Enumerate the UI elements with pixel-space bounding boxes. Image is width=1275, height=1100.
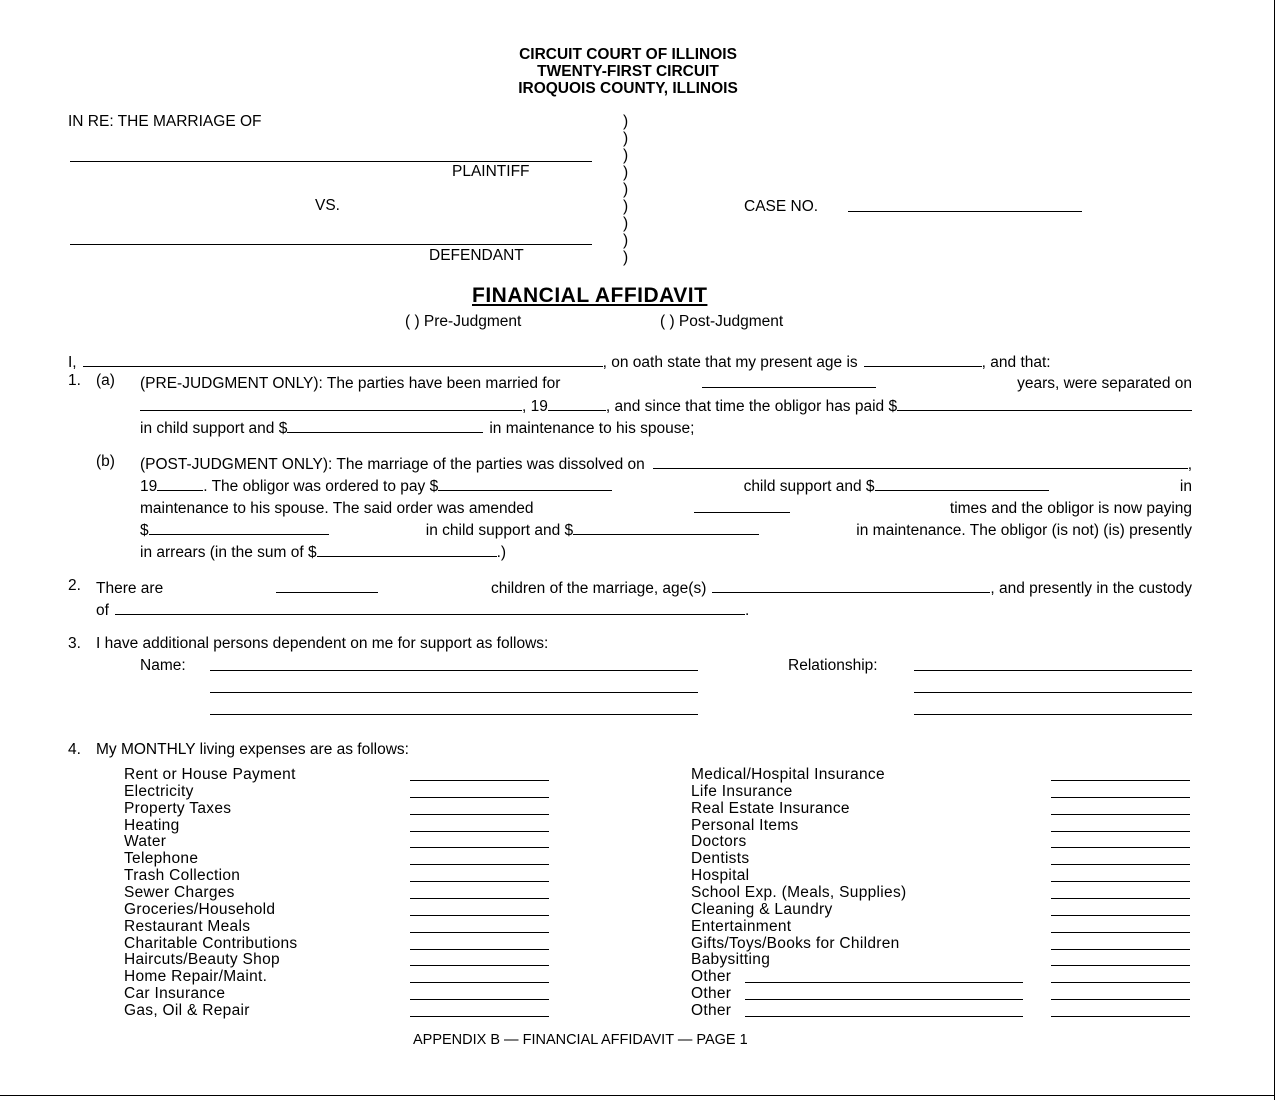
times-amended-field[interactable] bbox=[694, 498, 790, 513]
expense-label: Restaurant Meals bbox=[124, 917, 251, 935]
age-field[interactable] bbox=[864, 352, 982, 367]
expense-label: Trash Collection bbox=[124, 867, 241, 885]
expense-amount-field[interactable] bbox=[410, 965, 549, 966]
expense-label: Car Insurance bbox=[124, 985, 226, 1003]
item-1b-line-2: 19 . The obligor was ordered to pay $ child support and $ in bbox=[140, 478, 1192, 495]
expense-label: Haircuts/Beauty Shop bbox=[124, 951, 280, 969]
relationship-label: Relationship: bbox=[788, 657, 878, 674]
expense-label: Real Estate Insurance bbox=[691, 799, 850, 817]
years-married-field[interactable] bbox=[702, 373, 876, 388]
item-4-number: 4. bbox=[68, 741, 81, 758]
post-judgment-checkbox[interactable]: ( ) Post-Judgment bbox=[660, 313, 784, 330]
plaintiff-line[interactable] bbox=[70, 161, 592, 162]
expense-amount-field[interactable] bbox=[410, 797, 549, 798]
current-maintenance-field[interactable] bbox=[573, 520, 759, 535]
vs-label: VS. bbox=[315, 197, 340, 214]
form-title: FINANCIAL AFFIDAVIT bbox=[472, 284, 708, 307]
children-count-field[interactable] bbox=[276, 578, 378, 593]
ordered-child-support-field[interactable] bbox=[438, 476, 612, 491]
item-1b-line-5: in arrears (in the sum of $ .) bbox=[140, 544, 507, 561]
expense-amount-field[interactable] bbox=[1051, 797, 1190, 798]
relationship-field[interactable] bbox=[914, 670, 1192, 671]
custody-field[interactable] bbox=[115, 600, 745, 615]
expense-label: Hospital bbox=[691, 867, 750, 885]
expense-amount-field[interactable] bbox=[410, 847, 549, 848]
expense-label: School Exp. (Meals, Supplies) bbox=[691, 883, 907, 901]
expense-amount-field[interactable] bbox=[410, 831, 549, 832]
expense-amount-field[interactable] bbox=[410, 932, 549, 933]
dependent-name-field[interactable] bbox=[210, 692, 698, 693]
item-2-line-1: There are children of the marriage, age(s) , and presently in the custody bbox=[96, 580, 1192, 597]
expense-label: Home Repair/Maint. bbox=[124, 968, 268, 986]
item-2-line-2: of . bbox=[96, 602, 750, 619]
expense-label: Charitable Contributions bbox=[124, 934, 298, 952]
expense-label: Other bbox=[691, 985, 732, 1003]
expense-label: Dentists bbox=[691, 850, 750, 868]
expense-label: Medical/Hospital Insurance bbox=[691, 766, 885, 783]
relationship-field[interactable] bbox=[914, 714, 1192, 715]
expense-label: Property Taxes bbox=[124, 799, 232, 817]
other-description-field[interactable] bbox=[745, 982, 1023, 983]
expense-label: Gas, Oil & Repair bbox=[124, 1001, 250, 1019]
expense-label: Rent or House Payment bbox=[124, 766, 296, 783]
separation-date-field[interactable] bbox=[140, 396, 522, 411]
amount-paid-field[interactable] bbox=[897, 396, 1192, 411]
item-1b-line-3: maintenance to his spouse. The said order was amended times and the obligor is now paying bbox=[140, 500, 1193, 517]
expense-label: Babysitting bbox=[691, 951, 771, 969]
circuit-name: TWENTY-FIRST CIRCUIT bbox=[537, 63, 719, 80]
in-re-label: IN RE: THE MARRIAGE OF bbox=[68, 113, 262, 130]
item-1a-label: (a) bbox=[96, 372, 115, 389]
expense-label: Life Insurance bbox=[691, 782, 793, 800]
expense-label: Electricity bbox=[124, 782, 194, 800]
page-footer: APPENDIX B — FINANCIAL AFFIDAVIT — PAGE 1 bbox=[413, 1032, 748, 1048]
expense-amount-field[interactable] bbox=[410, 1016, 549, 1017]
expense-label: Sewer Charges bbox=[124, 883, 235, 901]
item-3-number: 3. bbox=[68, 635, 81, 652]
expense-amount-field[interactable] bbox=[1051, 831, 1190, 832]
ordered-maintenance-field[interactable] bbox=[875, 476, 1049, 491]
expense-amount-field[interactable] bbox=[1051, 1016, 1190, 1017]
defendant-label: DEFENDANT bbox=[429, 247, 524, 264]
expense-label: Gifts/Toys/Books for Children bbox=[691, 934, 900, 952]
item-1a-line-1: (PRE-JUDGMENT ONLY): The parties have been married for years, were separated on bbox=[140, 375, 1192, 392]
expense-label: Heating bbox=[124, 816, 180, 834]
expense-amount-field[interactable] bbox=[1051, 999, 1190, 1000]
expense-label: Personal Items bbox=[691, 816, 799, 834]
page-bottom-border bbox=[0, 1095, 1275, 1096]
expense-amount-field[interactable] bbox=[410, 814, 549, 815]
expense-amount-field[interactable] bbox=[410, 864, 549, 865]
plaintiff-label: PLAINTIFF bbox=[452, 163, 530, 180]
item-1a-line-2: , 19 , and since that time the obligor has paid $ bbox=[140, 396, 1192, 415]
expense-label: Cleaning & Laundry bbox=[691, 900, 833, 918]
expense-amount-field[interactable] bbox=[410, 898, 549, 899]
item-1b-line-4: $ in child support and $ in maintenance. The obligor (is not) (is) presently bbox=[140, 522, 1192, 539]
court-name: CIRCUIT COURT OF ILLINOIS bbox=[519, 46, 737, 63]
expense-label: Entertainment bbox=[691, 917, 792, 935]
expense-amount-field[interactable] bbox=[410, 881, 549, 882]
item-4-text: My MONTHLY living expenses are as follows: bbox=[96, 741, 409, 758]
arrears-amount-field[interactable] bbox=[317, 542, 497, 557]
item-1-number: 1. bbox=[68, 372, 81, 389]
case-no-label: CASE NO. bbox=[744, 198, 819, 215]
expense-label: Groceries/Household bbox=[124, 900, 276, 918]
affiant-name-field[interactable] bbox=[83, 352, 603, 367]
expense-label: Doctors bbox=[691, 833, 747, 851]
expense-label: Other bbox=[691, 968, 732, 986]
current-child-support-field[interactable] bbox=[149, 520, 329, 535]
expense-amount-field[interactable] bbox=[1051, 847, 1190, 848]
item-2-number: 2. bbox=[68, 577, 81, 594]
item-1b-label: (b) bbox=[96, 453, 115, 470]
item-3-text: I have additional persons dependent on me for support as follows: bbox=[96, 635, 549, 652]
expense-amount-field[interactable] bbox=[1051, 898, 1190, 899]
expense-amount-field[interactable] bbox=[410, 780, 549, 781]
oath-line: I, , on oath state that my present age is , and that: bbox=[68, 354, 1051, 371]
expense-amount-field[interactable] bbox=[410, 915, 549, 916]
expense-amount-field[interactable] bbox=[1051, 915, 1190, 916]
pre-judgment-checkbox[interactable]: ( ) Pre-Judgment bbox=[405, 313, 522, 330]
other-description-field[interactable] bbox=[745, 999, 1023, 1000]
expense-amount-field[interactable] bbox=[1051, 814, 1190, 815]
dissolution-year-field[interactable] bbox=[157, 476, 203, 491]
defendant-line[interactable] bbox=[70, 244, 592, 245]
item-1a-line-3: in child support and $ in maintenance to his spouse; bbox=[140, 420, 695, 437]
expense-amount-field[interactable] bbox=[1051, 932, 1190, 933]
dependent-name-field[interactable] bbox=[210, 714, 698, 715]
expense-label: Other bbox=[691, 1001, 732, 1019]
expense-amount-field[interactable] bbox=[410, 949, 549, 950]
separation-year-field[interactable] bbox=[548, 396, 606, 411]
dissolution-date-field[interactable] bbox=[653, 454, 1188, 469]
expense-amount-field[interactable] bbox=[1051, 982, 1190, 983]
expense-amount-field[interactable] bbox=[1051, 881, 1190, 882]
expense-amount-field[interactable] bbox=[1051, 780, 1190, 781]
expense-label: Water bbox=[124, 833, 167, 851]
expense-amount-field[interactable] bbox=[410, 982, 549, 983]
item-1b-line-1: (POST-JUDGMENT ONLY): The marriage of the parties was dissolved on , bbox=[140, 456, 1192, 473]
dependent-name-field[interactable] bbox=[210, 670, 698, 671]
expense-amount-field[interactable] bbox=[410, 999, 549, 1000]
expense-amount-field[interactable] bbox=[1051, 864, 1190, 865]
child-support-paid-field[interactable] bbox=[287, 418, 483, 433]
county-name: IROQUOIS COUNTY, ILLINOIS bbox=[518, 80, 738, 97]
expense-amount-field[interactable] bbox=[1051, 949, 1190, 950]
children-ages-field[interactable] bbox=[712, 578, 990, 593]
dependent-name-label: Name: bbox=[140, 657, 186, 674]
case-no-field[interactable] bbox=[848, 211, 1082, 212]
expense-label: Telephone bbox=[124, 850, 199, 868]
expense-amount-field[interactable] bbox=[1051, 965, 1190, 966]
other-description-field[interactable] bbox=[745, 1016, 1023, 1017]
relationship-field[interactable] bbox=[914, 692, 1192, 693]
